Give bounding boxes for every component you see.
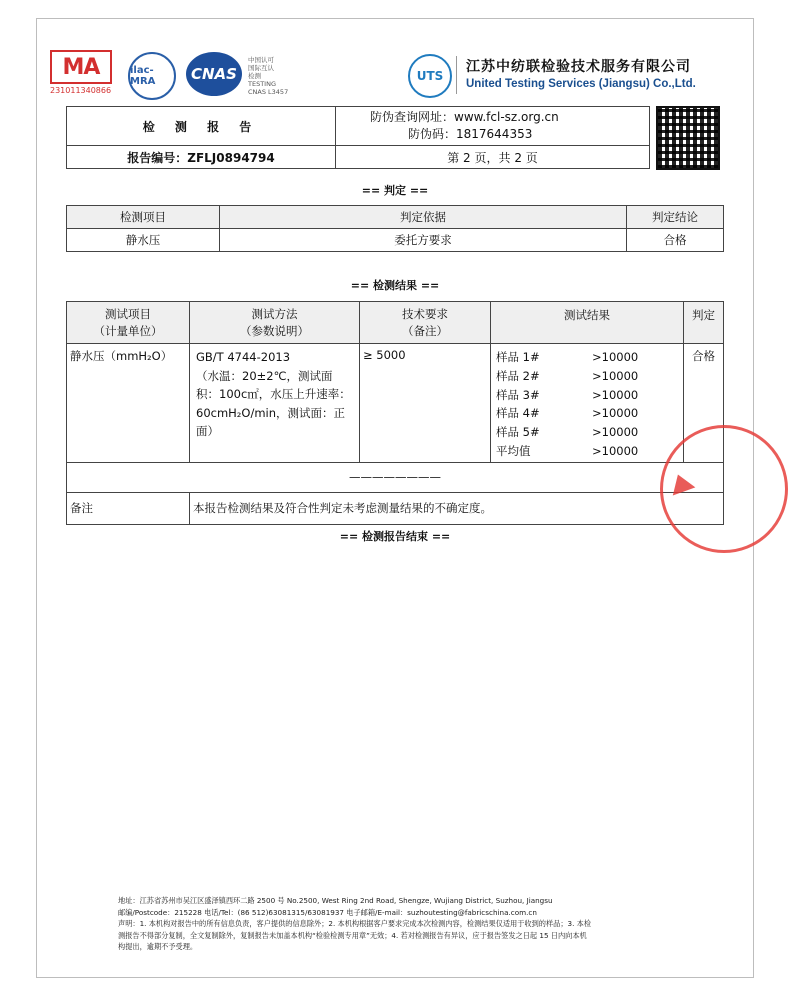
cnas-caption: 中国认可 国际互认 检测 TESTING CNAS L3457 xyxy=(248,56,289,96)
remark-label: 备注 xyxy=(67,492,190,524)
cma-logo xyxy=(50,50,112,95)
result-item: 静水压（mmH₂O） xyxy=(67,344,190,463)
judgement-item: 静水压 xyxy=(67,229,220,252)
judgement-header-conclusion: 判定结论 xyxy=(627,206,724,229)
judgement-basis: 委托方要求 xyxy=(220,229,627,252)
results-header-method: 测试方法 （参数说明） xyxy=(190,302,360,344)
page-info: 第 2 页，共 2 页 xyxy=(336,146,650,169)
result-verdict: 合格 xyxy=(684,344,724,463)
footer-notice-2: 测报告不得部分复制，全文复制除外，复制报告未加盖本机构“检验检测专用章”无效；4. 若对检测报告有异议，应于报告签发之日起 15 日内向本机 xyxy=(118,930,587,940)
results-divider: ———————— xyxy=(67,462,724,492)
sample-value: >10000 xyxy=(592,406,639,421)
uts-logo: UTS xyxy=(408,54,452,98)
result-requirement: ≥ 5000 xyxy=(360,344,491,463)
header-divider xyxy=(456,56,457,94)
result-values xyxy=(491,344,684,463)
results-header-requirement: 技术要求 （备注） xyxy=(360,302,491,344)
ilac-mra-logo: ilac-MRA xyxy=(128,52,176,100)
cma-number: 231011340866 xyxy=(50,86,112,95)
sample-label: 样品 1# xyxy=(496,350,540,364)
average-label: 平均值 xyxy=(496,443,531,458)
report-title: 检 测 报 告 xyxy=(67,107,336,146)
results-header-item: 测试项目 （计量单位） xyxy=(67,302,190,344)
footer-contact: 邮编/Postcode：215228 电话/Tel：(86 512)63081315/63081937 电子邮箱/E-mail：suzhoutesting@fabricschina.com.cn xyxy=(118,907,537,917)
footer-notice-1: 声明：1. 本机构对报告中的所有信息负责，客户提供的信息除外；2. 本机构根据客户要求完成本次检测内容，检测结果仅适用于收到的样品；3. 本检 xyxy=(118,919,592,928)
report-number: 报告编号：ZFLJ0894794 xyxy=(67,146,336,169)
cnas-logo: CNAS xyxy=(186,52,242,96)
sample-list xyxy=(492,345,682,461)
table-row xyxy=(67,229,724,252)
remark-text: 本报告检测结果及符合性判定未考虑测量结果的不确定度。 xyxy=(190,492,724,524)
seal-star-icon xyxy=(667,470,696,495)
judgement-table xyxy=(66,205,724,252)
sample-value: >10000 xyxy=(592,425,639,440)
cma-mark: MA xyxy=(50,50,112,84)
company-name-cn: 江苏中纺联检验技术服务有限公司 xyxy=(466,59,691,75)
sample-value: >10000 xyxy=(592,350,639,364)
result-method: GB/T 4744-2013 （水温：20±2℃，测试面积：100c㎡，水压上升速率：60cmH₂O/min，测试面：正面） xyxy=(190,344,360,463)
verify-code: 防伪码：1817644353 xyxy=(408,127,533,141)
judgement-header-basis: 判定依据 xyxy=(220,206,627,229)
report-header-table xyxy=(66,106,650,169)
sample-value: >10000 xyxy=(592,368,639,383)
report-end: == 检测报告结束 == xyxy=(339,530,451,543)
judgement-section-title: == 判定 == xyxy=(361,184,429,197)
results-header-result: 测试结果 xyxy=(491,302,684,344)
verification-info xyxy=(336,107,650,146)
sample-label: 样品 3# xyxy=(496,387,540,402)
company-name-en: United Testing Services (Jiangsu) Co.,Ltd. xyxy=(466,78,696,90)
judgement-header-item: 检测项目 xyxy=(67,206,220,229)
sample-label: 样品 4# xyxy=(496,406,540,421)
results-header-verdict: 判定 xyxy=(684,302,724,344)
verify-site: 防伪查询网址：www.fcl-sz.org.cn xyxy=(370,110,559,124)
average-value: >10000 xyxy=(592,443,639,458)
sample-label: 样品 5# xyxy=(496,425,540,440)
accreditation-logos xyxy=(50,50,330,100)
table-row xyxy=(67,344,724,463)
qr-code xyxy=(656,106,720,170)
sample-value: >10000 xyxy=(592,387,639,402)
judgement-conclusion: 合格 xyxy=(627,229,724,252)
company-header xyxy=(408,52,708,102)
footer-notice-3: 构提出，逾期不予受理。 xyxy=(118,942,198,951)
footer-address: 地址：江苏省苏州市吴江区盛泽镇西环二路 2500 号 No.2500, West Ring 2nd Road, Shengze, Wujiang District, Suzhou, Jiangsu xyxy=(118,896,553,905)
footer xyxy=(118,895,678,953)
sample-label: 样品 2# xyxy=(496,368,540,383)
results-table xyxy=(66,301,724,525)
official-seal xyxy=(660,425,788,553)
results-section-title: == 检测结果 == xyxy=(350,279,440,292)
